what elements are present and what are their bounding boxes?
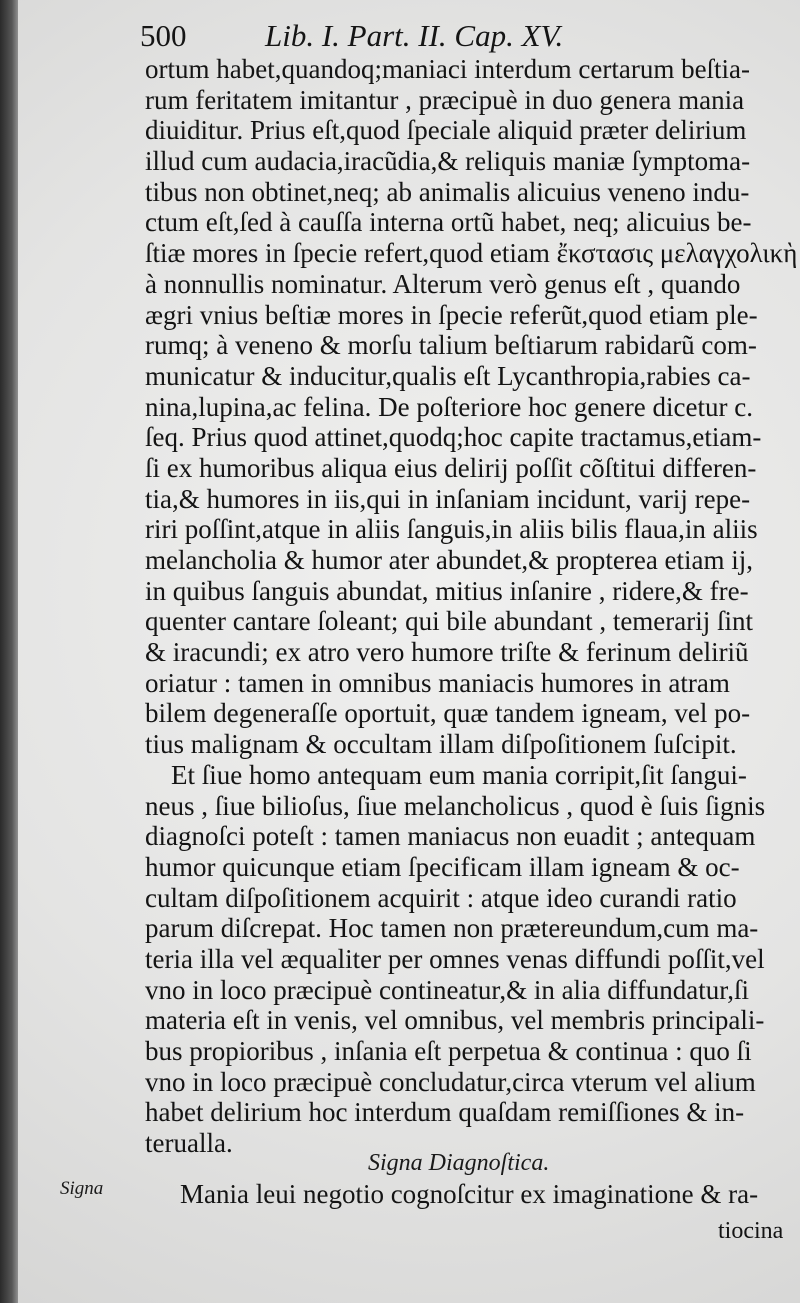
margin-note: Signa	[60, 1178, 104, 1199]
binding-shadow	[0, 0, 20, 1303]
text-line: municatur & inducitur,qualis eſt Lycanthropia,rabies ca-	[145, 360, 751, 391]
text-line: tibus non obtinet,neq; ab animalis alicuius veneno indu-	[145, 176, 750, 207]
text-line: terualla.	[145, 1128, 233, 1159]
text-line: ſi ex humoribus aliqua eius delirij poſſit cõſtitui differen-	[145, 452, 757, 483]
page-header	[140, 18, 780, 58]
text-line: Et ſiue homo antequam eum mania corripit,ſit ſangui-	[171, 759, 747, 790]
catchword: tiocina	[718, 1218, 784, 1244]
text-line: illud cum audacia,iracũdia,& reliquis maniæ ſymptoma-	[145, 146, 751, 177]
text-line: ctum eſt,ſed à cauſſa interna ortũ habet, neq; alicuius be-	[145, 207, 752, 238]
section-heading: Signa Diagnoſtica.	[368, 1150, 550, 1176]
text-line: diuiditur. Prius eſt,quod ſpeciale aliquid præter delirium	[145, 115, 747, 146]
text-line: ortum habet,quandoq;maniaci interdum certarum beſtia-	[145, 54, 751, 84]
text-line: in quibus ſanguis abundat, mitius inſanire , ridere,& fre-	[145, 575, 749, 606]
text-line: vno in loco præcipuè concludatur,circa vterum vel alium	[145, 1066, 756, 1097]
text-line: cultam diſpoſitionem acquirit : atque ideo curandi ratio	[145, 882, 737, 913]
section-first-line: Mania leui negotio cognoſcitur ex imaginatione & ra-	[180, 1179, 759, 1209]
text-line: vno in loco præcipuè contineatur,& in alia diffundatur,ſi	[145, 974, 749, 1005]
text-line: ægri vnius beſtiæ mores in ſpecie referũt,quod etiam ple-	[145, 299, 758, 330]
text-line: diagnoſci poteſt : tamen maniacus non euadit ; antequam	[145, 821, 756, 852]
text-line: ſeq. Prius quod attinet,quodq;hoc capite tractamus,etiam-	[145, 422, 762, 453]
text-line: habet delirium hoc interdum quaſdam remiſſiones & in-	[145, 1097, 745, 1128]
running-head: Lib. I. Part. II. Cap. XV.	[265, 18, 564, 53]
text-line: & iracundi; ex atro vero humore triſte & ferinum deliriũ	[145, 637, 749, 668]
text-line: parum diſcrepat. Hoc tamen non prætereundum,cum ma-	[145, 913, 759, 944]
page-number: 500	[140, 18, 187, 53]
text-line: rumq; à veneno & morſu talium beſtiarum rabidarũ com-	[145, 330, 757, 361]
text-line: rum feritatem imitantur , præcipuè in duo genera mania	[145, 84, 745, 115]
text-line: tius malignam & occultam illam diſpoſitionem ſuſcipit.	[145, 729, 737, 760]
text-line: teria illa vel æqualiter per omnes venas diffundi poſſit,vel	[145, 943, 765, 974]
body-text	[145, 54, 798, 1159]
text-line: à nonnullis nominatur. Alterum verò genus eſt , quando	[145, 268, 741, 299]
text-line: ſtiæ mores in ſpecie refert,quod etiam ἔκστασις μελαγχολικὴ	[145, 238, 798, 269]
text-line: oriatur : tamen in omnibus maniacis humores in atram	[145, 667, 730, 698]
text-line: quenter cantare ſoleant; qui bile abundant , temerarij ſint	[145, 606, 754, 637]
text-line: melancholia & humor ater abundet,& propterea etiam ij,	[145, 545, 754, 575]
text-line: materia eſt in venis, vel omnibus, vel membris principali-	[145, 1005, 765, 1036]
text-line: humor quicunque etiam ſpecificam illam igneam & oc-	[145, 851, 740, 882]
text-line: neus , ſiue bilioſus, ſiue melancholicus , quod è ſuis ſignis	[145, 790, 766, 821]
text-line: riri poſſint,atque in aliis ſanguis,in aliis bilis flaua,in aliis	[145, 514, 758, 545]
text-line: nina,lupina,ac felina. De poſteriore hoc genere dicetur c.	[145, 391, 753, 422]
text-line: bus propioribus , inſania eſt perpetua & continua : quo ſi	[145, 1036, 752, 1066]
text-line: bilem degeneraſſe oportuit, quæ tandem igneam, vel po-	[145, 698, 751, 729]
text-line: tia,& humores in iis,qui in inſaniam incidunt, varij repe-	[145, 483, 751, 514]
